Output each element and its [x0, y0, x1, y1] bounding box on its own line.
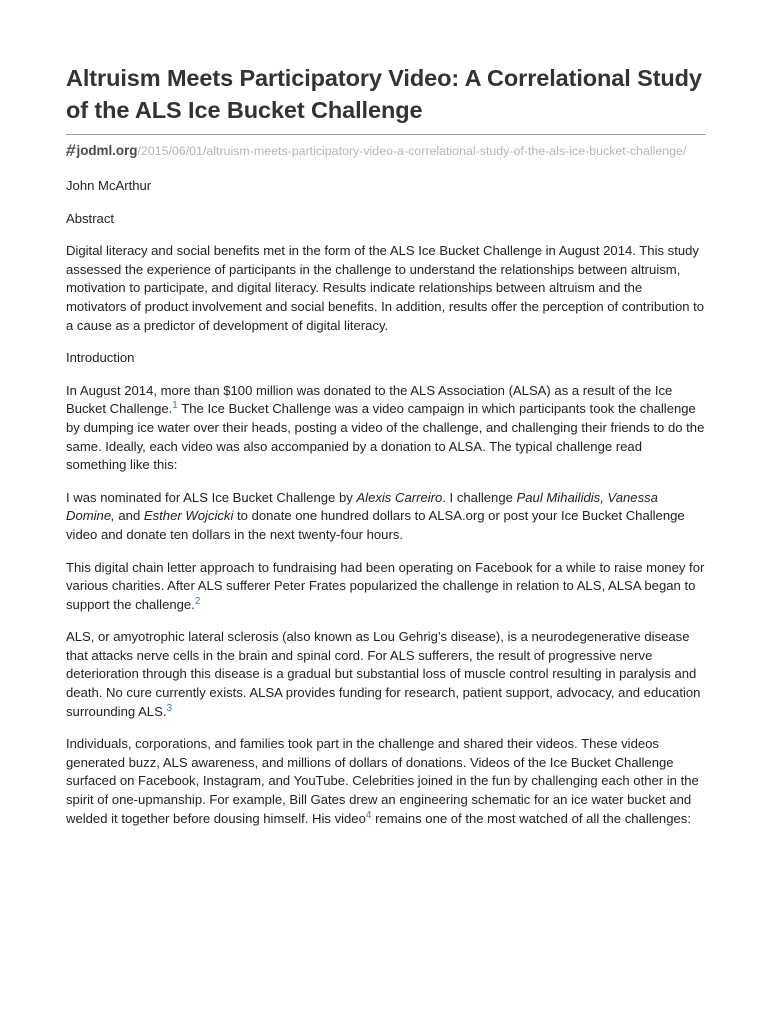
intro-paragraph-5 — [66, 735, 706, 828]
source-line — [66, 143, 706, 159]
article-page — [66, 62, 706, 828]
intro-p3-text: This digital chain letter approach to fundraising had been operating on Facebook for a while to raise money for various charities. After ALS sufferer Peter Frates popularized the challenge in relation to ALS, ALSA began to support the challenge. — [66, 559, 705, 612]
hashtag-icon: # — [64, 141, 77, 160]
source-domain[interactable]: jodml.org — [76, 143, 138, 158]
quote-text-d: to donate one hundred dollars to ALSA.org or post your Ice Bucket Challenge video and donate ten dollars in the next twenty-four hours. — [66, 508, 685, 542]
source-path[interactable]: /2015/06/01/altruism-meets-participatory-video-a-correlational-study-of-the-als-ice-bucket-challenge/ — [137, 144, 687, 158]
author-name: John McArthur — [66, 178, 152, 193]
intro-p5-text-a: Individuals, corporations, and families took part in the challenge and shared their videos. These videos generated buzz, ALS awareness, and millions of dollars of donations. Videos of the Ice Bucket Challenge surfaced on Facebook, Instagram, and YouTube. Celebrities joined in the fun by challenging each other in the spirit of one-upmanship. For example, Bill Gates drew an engineering schematic for an ice water bucket and welded it together before dousing himself. His video — [66, 736, 699, 826]
intro-paragraph-3 — [66, 559, 706, 615]
quote-text-c: and — [114, 508, 144, 524]
quote-text-b: . I challenge — [442, 489, 517, 505]
intro-paragraph-4 — [66, 628, 706, 721]
footnote-link-2[interactable]: 2 — [194, 595, 201, 607]
intro-p1-text-a: In August 2014, more than $100 million was donated to the ALS Association (ALSA) as a result of the Ice Bucket Challenge. — [66, 382, 673, 417]
footnote-link-4[interactable]: 4 — [365, 809, 372, 821]
footnote-link-1[interactable]: 1 — [172, 400, 178, 412]
quote-text-a: I was nominated for ALS Ice Bucket Challenge by — [66, 489, 357, 505]
article-title: Altruism Meets Participatory Video: A Correlational Study of the ALS Ice Bucket Challenge — [66, 62, 706, 135]
abstract-paragraph: Digital literacy and social benefits met in the form of the ALS Ice Bucket Challenge in August 2014. This study assessed the experience of participants in the challenge to understand the relationships between altruism, motivation to participate, and digital literacy. Results indicate relationships between altruism and the motivators of product involvement and social benefits. In addition, results offer the perception of contribution to a cause as a predictor of development of digital literacy. — [66, 243, 705, 333]
abstract-heading: Abstract — [66, 210, 115, 226]
quote-name-1: Alexis Carreiro — [356, 489, 443, 505]
quote-name-2: Paul Mihailidis, Vanessa Domine, — [66, 489, 658, 524]
quote-name-3: Esther Wojcicki — [143, 508, 234, 524]
intro-paragraph-1 — [66, 382, 706, 475]
introduction-heading: Introduction — [66, 350, 135, 366]
intro-p4-text: ALS, or amyotrophic lateral sclerosis (also known as Lou Gehrig’s disease), is a neurodegenerative disease that attacks nerve cells in the brain and spinal cord. For ALS sufferers, the result of progressive nerve deterioration through this disease is a gradual but substantial loss of muscle control resulting in paralysis and death. No cure currently exists. ALSA provides funding for research, patient support, advocacy, and education surrounding ALS. — [66, 629, 701, 719]
intro-p1-text-b: The Ice Bucket Challenge was a video campaign in which participants took the challenge by dumping ice water over their heads, posting a video of the challenge, and challenging their friends to do the same. Ideally, each video was also accompanied by a donation to ALSA. The typical challenge read something like this: — [66, 401, 705, 473]
challenge-quote-paragraph — [66, 489, 706, 545]
footnote-link-3[interactable]: 3 — [166, 702, 173, 714]
intro-p5-text-b: remains one of the most watched of all the challenges: — [371, 810, 691, 826]
